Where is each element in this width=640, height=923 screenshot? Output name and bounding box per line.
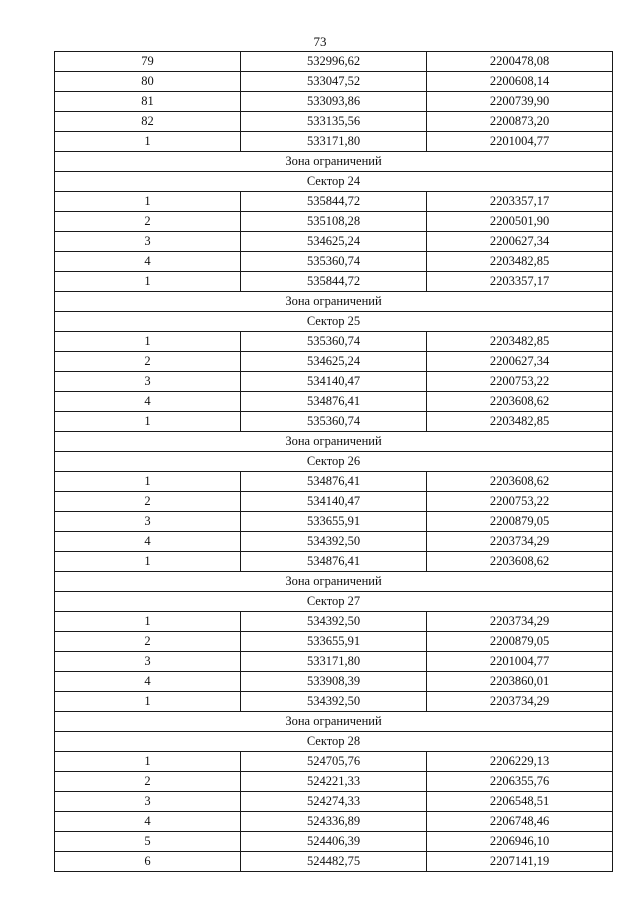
point-number-cell: 1 bbox=[55, 412, 241, 432]
point-number-cell: 4 bbox=[55, 812, 241, 832]
x-coordinate-cell: 524482,75 bbox=[241, 852, 427, 872]
y-coordinate-cell: 2203734,29 bbox=[427, 692, 613, 712]
point-number-cell: 6 bbox=[55, 852, 241, 872]
section-header-row bbox=[55, 592, 613, 612]
y-coordinate-cell: 2203734,29 bbox=[427, 612, 613, 632]
x-coordinate-cell: 524274,33 bbox=[241, 792, 427, 812]
y-coordinate-cell: 2200753,22 bbox=[427, 372, 613, 392]
x-coordinate-cell: 533908,39 bbox=[241, 672, 427, 692]
point-number-cell: 2 bbox=[55, 492, 241, 512]
point-number-cell: 1 bbox=[55, 272, 241, 292]
y-coordinate-cell: 2203482,85 bbox=[427, 412, 613, 432]
point-number-cell: 2 bbox=[55, 772, 241, 792]
point-number-cell: 3 bbox=[55, 652, 241, 672]
x-coordinate-cell: 535844,72 bbox=[241, 192, 427, 212]
y-coordinate-cell: 2206748,46 bbox=[427, 812, 613, 832]
x-coordinate-cell: 533171,80 bbox=[241, 132, 427, 152]
x-coordinate-cell: 534625,24 bbox=[241, 232, 427, 252]
section-header-cell: Зона ограничений bbox=[55, 152, 613, 172]
y-coordinate-cell: 2201004,77 bbox=[427, 132, 613, 152]
table-row bbox=[55, 232, 613, 252]
table-row bbox=[55, 52, 613, 72]
section-header-cell: Сектор 28 bbox=[55, 732, 613, 752]
point-number-cell: 1 bbox=[55, 752, 241, 772]
table-row bbox=[55, 672, 613, 692]
x-coordinate-cell: 524336,89 bbox=[241, 812, 427, 832]
point-number-cell: 2 bbox=[55, 632, 241, 652]
table-row bbox=[55, 532, 613, 552]
x-coordinate-cell: 533171,80 bbox=[241, 652, 427, 672]
x-coordinate-cell: 535360,74 bbox=[241, 412, 427, 432]
x-coordinate-cell: 524705,76 bbox=[241, 752, 427, 772]
y-coordinate-cell: 2207141,19 bbox=[427, 852, 613, 872]
x-coordinate-cell: 534625,24 bbox=[241, 352, 427, 372]
point-number-cell: 1 bbox=[55, 472, 241, 492]
section-header-row bbox=[55, 172, 613, 192]
table-row bbox=[55, 372, 613, 392]
point-number-cell: 2 bbox=[55, 212, 241, 232]
x-coordinate-cell: 534392,50 bbox=[241, 612, 427, 632]
section-header-cell: Зона ограничений bbox=[55, 572, 613, 592]
y-coordinate-cell: 2203357,17 bbox=[427, 192, 613, 212]
section-header-row bbox=[55, 452, 613, 472]
coordinates-table-body bbox=[55, 52, 613, 872]
section-header-row bbox=[55, 292, 613, 312]
y-coordinate-cell: 2203482,85 bbox=[427, 332, 613, 352]
x-coordinate-cell: 535844,72 bbox=[241, 272, 427, 292]
table-row bbox=[55, 652, 613, 672]
y-coordinate-cell: 2200627,34 bbox=[427, 232, 613, 252]
section-header-row bbox=[55, 152, 613, 172]
x-coordinate-cell: 532996,62 bbox=[241, 52, 427, 72]
x-coordinate-cell: 533655,91 bbox=[241, 632, 427, 652]
y-coordinate-cell: 2200608,14 bbox=[427, 72, 613, 92]
x-coordinate-cell: 535360,74 bbox=[241, 252, 427, 272]
table-row bbox=[55, 352, 613, 372]
y-coordinate-cell: 2200879,05 bbox=[427, 632, 613, 652]
table-row bbox=[55, 752, 613, 772]
y-coordinate-cell: 2200627,34 bbox=[427, 352, 613, 372]
point-number-cell: 1 bbox=[55, 332, 241, 352]
table-row bbox=[55, 792, 613, 812]
point-number-cell: 1 bbox=[55, 552, 241, 572]
point-number-cell: 1 bbox=[55, 692, 241, 712]
table-row bbox=[55, 272, 613, 292]
x-coordinate-cell: 535360,74 bbox=[241, 332, 427, 352]
table-row bbox=[55, 632, 613, 652]
table-row bbox=[55, 392, 613, 412]
y-coordinate-cell: 2206355,76 bbox=[427, 772, 613, 792]
y-coordinate-cell: 2200478,08 bbox=[427, 52, 613, 72]
point-number-cell: 3 bbox=[55, 792, 241, 812]
table-row bbox=[55, 852, 613, 872]
table-row bbox=[55, 612, 613, 632]
table-row bbox=[55, 552, 613, 572]
section-header-cell: Сектор 27 bbox=[55, 592, 613, 612]
table-row bbox=[55, 72, 613, 92]
table-row bbox=[55, 692, 613, 712]
y-coordinate-cell: 2203357,17 bbox=[427, 272, 613, 292]
table-row bbox=[55, 412, 613, 432]
y-coordinate-cell: 2200739,90 bbox=[427, 92, 613, 112]
y-coordinate-cell: 2203734,29 bbox=[427, 532, 613, 552]
table-row bbox=[55, 832, 613, 852]
point-number-cell: 2 bbox=[55, 352, 241, 372]
y-coordinate-cell: 2203608,62 bbox=[427, 392, 613, 412]
x-coordinate-cell: 534140,47 bbox=[241, 372, 427, 392]
table-row bbox=[55, 252, 613, 272]
table-row bbox=[55, 92, 613, 112]
point-number-cell: 4 bbox=[55, 672, 241, 692]
table-row bbox=[55, 812, 613, 832]
x-coordinate-cell: 533047,52 bbox=[241, 72, 427, 92]
table-row bbox=[55, 212, 613, 232]
point-number-cell: 5 bbox=[55, 832, 241, 852]
x-coordinate-cell: 533655,91 bbox=[241, 512, 427, 532]
point-number-cell: 1 bbox=[55, 132, 241, 152]
section-header-row bbox=[55, 572, 613, 592]
section-header-cell: Сектор 24 bbox=[55, 172, 613, 192]
x-coordinate-cell: 534876,41 bbox=[241, 472, 427, 492]
x-coordinate-cell: 534392,50 bbox=[241, 692, 427, 712]
point-number-cell: 79 bbox=[55, 52, 241, 72]
x-coordinate-cell: 534140,47 bbox=[241, 492, 427, 512]
y-coordinate-cell: 2206229,13 bbox=[427, 752, 613, 772]
page-number: 73 bbox=[313, 34, 327, 49]
table-row bbox=[55, 112, 613, 132]
y-coordinate-cell: 2203608,62 bbox=[427, 472, 613, 492]
table-row bbox=[55, 492, 613, 512]
point-number-cell: 3 bbox=[55, 512, 241, 532]
section-header-cell: Зона ограничений bbox=[55, 432, 613, 452]
y-coordinate-cell: 2206548,51 bbox=[427, 792, 613, 812]
section-header-cell: Зона ограничений bbox=[55, 712, 613, 732]
x-coordinate-cell: 533135,56 bbox=[241, 112, 427, 132]
x-coordinate-cell: 524221,33 bbox=[241, 772, 427, 792]
section-header-cell: Сектор 25 bbox=[55, 312, 613, 332]
table-row bbox=[55, 512, 613, 532]
point-number-cell: 3 bbox=[55, 232, 241, 252]
y-coordinate-cell: 2200753,22 bbox=[427, 492, 613, 512]
y-coordinate-cell: 2200873,20 bbox=[427, 112, 613, 132]
point-number-cell: 80 bbox=[55, 72, 241, 92]
y-coordinate-cell: 2203482,85 bbox=[427, 252, 613, 272]
point-number-cell: 4 bbox=[55, 252, 241, 272]
section-header-cell: Зона ограничений bbox=[55, 292, 613, 312]
y-coordinate-cell: 2203860,01 bbox=[427, 672, 613, 692]
section-header-row bbox=[55, 712, 613, 732]
coordinates-table bbox=[54, 51, 613, 872]
x-coordinate-cell: 534876,41 bbox=[241, 392, 427, 412]
point-number-cell: 1 bbox=[55, 612, 241, 632]
table-row bbox=[55, 472, 613, 492]
y-coordinate-cell: 2203608,62 bbox=[427, 552, 613, 572]
y-coordinate-cell: 2200879,05 bbox=[427, 512, 613, 532]
y-coordinate-cell: 2200501,90 bbox=[427, 212, 613, 232]
section-header-row bbox=[55, 312, 613, 332]
y-coordinate-cell: 2201004,77 bbox=[427, 652, 613, 672]
point-number-cell: 4 bbox=[55, 392, 241, 412]
x-coordinate-cell: 534392,50 bbox=[241, 532, 427, 552]
x-coordinate-cell: 534876,41 bbox=[241, 552, 427, 572]
section-header-row bbox=[55, 432, 613, 452]
point-number-cell: 4 bbox=[55, 532, 241, 552]
section-header-cell: Сектор 26 bbox=[55, 452, 613, 472]
section-header-row bbox=[55, 732, 613, 752]
point-number-cell: 82 bbox=[55, 112, 241, 132]
point-number-cell: 3 bbox=[55, 372, 241, 392]
y-coordinate-cell: 2206946,10 bbox=[427, 832, 613, 852]
table-row bbox=[55, 772, 613, 792]
x-coordinate-cell: 524406,39 bbox=[241, 832, 427, 852]
x-coordinate-cell: 533093,86 bbox=[241, 92, 427, 112]
table-row bbox=[55, 192, 613, 212]
table-row bbox=[55, 332, 613, 352]
point-number-cell: 81 bbox=[55, 92, 241, 112]
point-number-cell: 1 bbox=[55, 192, 241, 212]
x-coordinate-cell: 535108,28 bbox=[241, 212, 427, 232]
table-row bbox=[55, 132, 613, 152]
